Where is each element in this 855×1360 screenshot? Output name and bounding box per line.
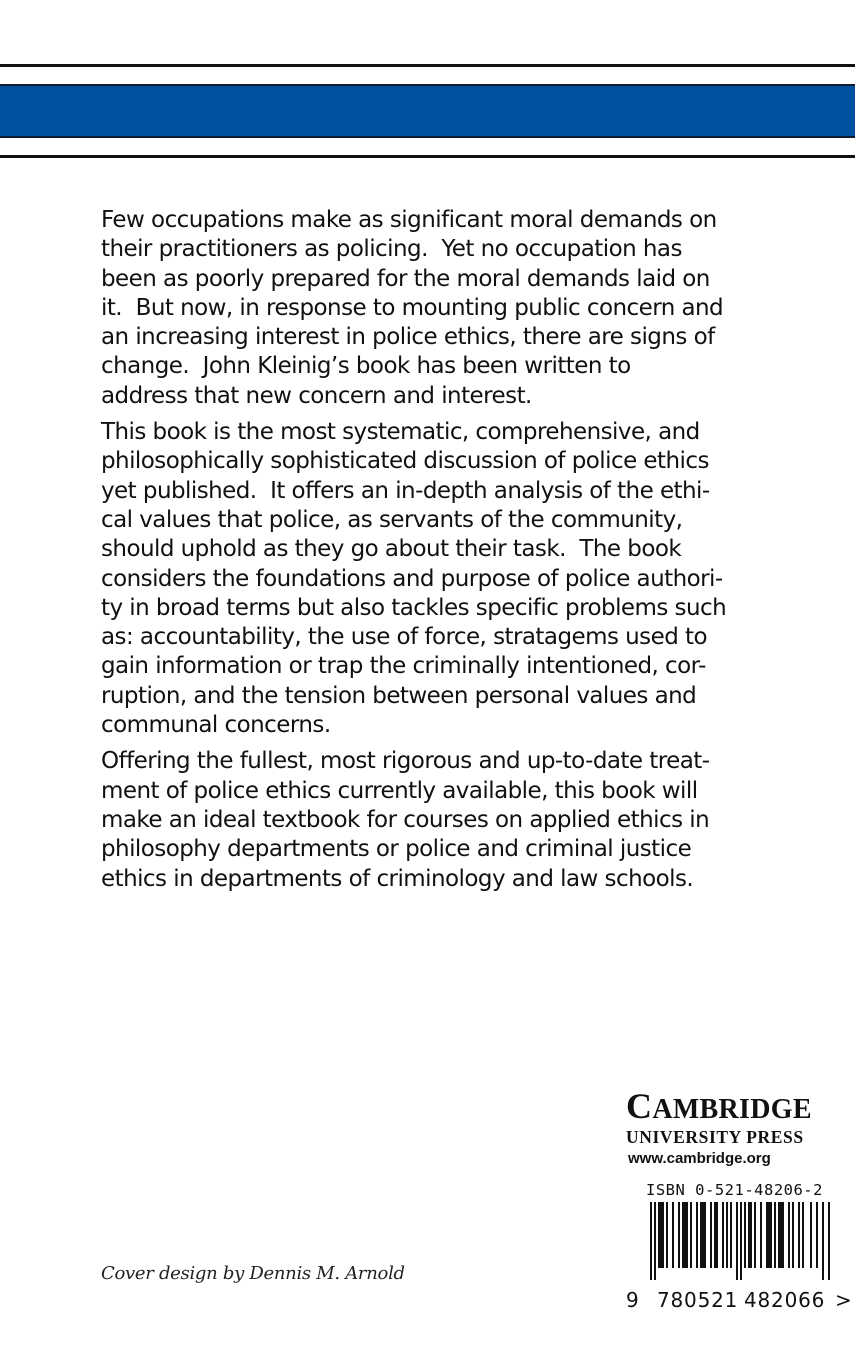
publisher-subtitle: UNIVERSITY PRESS: [626, 1127, 804, 1147]
text-line: ruption, and the tension between personal values and: [101, 682, 697, 709]
text-line: communal concerns.: [101, 712, 331, 739]
barcode-left-digits: 780521: [657, 1288, 739, 1312]
book-description: [101, 206, 801, 901]
barcode-icon: [648, 1202, 832, 1280]
text-line: it. But now, in response to mounting public concern and: [101, 294, 724, 321]
text-line: yet published. It offers an in-depth analysis of the ethi-: [101, 477, 710, 504]
text-line: as: accountability, the use of force, stratagems used to: [101, 624, 708, 651]
text-line: change. John Kleinig’s book has been written to: [101, 353, 631, 380]
bottom-rule: [0, 155, 855, 158]
text-line: address that new concern and interest.: [101, 382, 532, 409]
publisher-name: [626, 1086, 855, 1126]
text-line: an increasing interest in police ethics, there are signs of: [101, 324, 715, 351]
description-paragraph-1: [101, 206, 801, 411]
description-paragraph-2: [101, 418, 801, 740]
cover-design-credit: Cover design by Dennis M. Arnold: [101, 1263, 405, 1284]
text-line: ethics in departments of criminology and law schools.: [101, 865, 694, 892]
text-line: ment of police ethics currently available, this book will: [101, 777, 698, 804]
publisher-logo: [626, 1086, 855, 1170]
text-line: gain information or trap the criminally intentioned, cor-: [101, 653, 706, 680]
description-paragraph-3: [101, 747, 801, 893]
text-line: cal values that police, as servants of the community,: [101, 506, 683, 533]
barcode-lead-digit: 9: [626, 1288, 640, 1312]
header-color-band: [0, 84, 855, 138]
text-line: Offering the fullest, most rigorous and up-to-date treat-: [101, 748, 710, 775]
text-line: This book is the most systematic, comprehensive, and: [101, 419, 700, 446]
text-line: Few occupations make as significant moral demands on: [101, 207, 717, 233]
isbn-label: ISBN 0-521-48206-2: [646, 1181, 823, 1199]
text-line: their practitioners as policing. Yet no occupation has: [101, 236, 682, 263]
publisher-name-initial: C: [626, 1086, 653, 1126]
text-line: should uphold as they go about their task. The book: [101, 536, 682, 563]
barcode-quiet-zone-marker: >: [835, 1288, 853, 1312]
text-line: philosophy departments or police and criminal justice: [101, 836, 692, 863]
barcode-right-digits: 482066: [744, 1288, 826, 1312]
publisher-name-rest: AMBRIDGE: [652, 1094, 812, 1125]
text-line: philosophically sophisticated discussion of police ethics: [101, 448, 709, 475]
text-line: considers the foundations and purpose of police authori-: [101, 565, 723, 592]
text-line: ty in broad terms but also tackles specific problems such: [101, 594, 727, 621]
top-rule: [0, 64, 855, 67]
text-line: make an ideal textbook for courses on applied ethics in: [101, 806, 710, 833]
publisher-url: www.cambridge.org: [628, 1150, 771, 1167]
isbn-barcode-block: [626, 1180, 855, 1312]
text-line: been as poorly prepared for the moral demands laid on: [101, 265, 710, 292]
